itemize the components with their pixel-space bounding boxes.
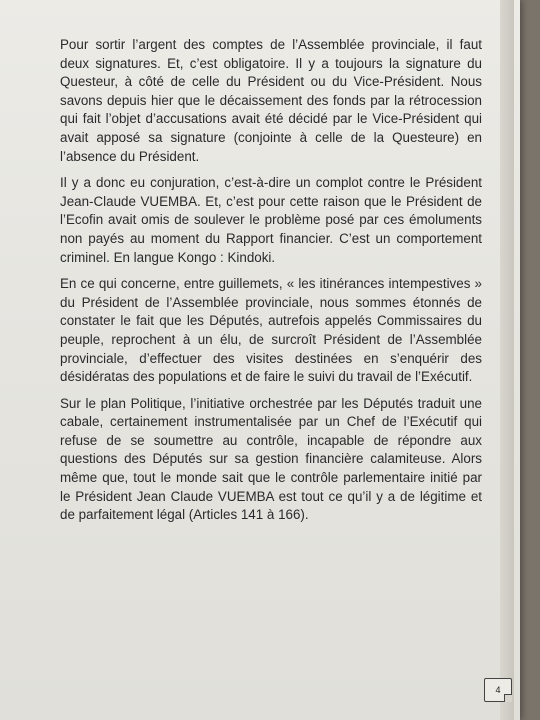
paragraph-signatures: Pour sortir l’argent des comptes de l’Assemblée provinciale, il faut deux signatures. Et, c’est obligatoire. Il y a toujours la signature du Questeur, à côté de celle du Président ou du Vice-Président. Nous savons depuis hier que le décaissement des fonds par la rétrocession qui fait l’objet d’accusations avait été décidé par le Vice-Président qui avait apposé sa signature (conjointe à celle de la Questeure) en l’absence du Président.: [60, 37, 482, 164]
paragraph-conjuration: Il y a donc eu conjuration, c’est-à-dire un complot contre le Président Jean-Claude VUEMBA. Et, c’est pour cette raison que le Président de l’Ecofin avait omis de soulever le problème posé par ces émoluments non payés au moment du Rapport financier. C’est un comportement criminel. En langue Kongo : Kindoki.: [60, 175, 482, 265]
paragraph-politique: Sur le plan Politique, l’initiative orchestrée par les Députés traduit une cabale, certainement instrumentalisée par un Chef de l’Exécutif qui refuse de se soumettre au contrôle, incapable de répondre aux questions des Députés sur sa gestion financière calamiteuse. Alors même que, tout le monde sait que le contrôle parlementaire initié par le Président Jean Claude VUEMBA est tout ce qu’il y a de légitime et de parfaitement légal (Articles 141 à 166).: [60, 395, 482, 523]
document-body: [60, 36, 482, 533]
paragraph-itinerances: En ce qui concerne, entre guillemets, « les itinérances intempestives » du Président de l’Assemblée provinciale, nous sommes étonnés de constater le fait que les Députés, autrefois appelés Commissaires du peuple, reprochent à un élu, de surcroît Président de l’Assemblée provinciale, d’effectuer des visites destinées en s’enquérir des désidératas des populations et de faire le suivi du travail de l’Exécutif.: [60, 276, 482, 385]
page-number: 4: [484, 678, 512, 702]
page-edge: [500, 0, 514, 720]
